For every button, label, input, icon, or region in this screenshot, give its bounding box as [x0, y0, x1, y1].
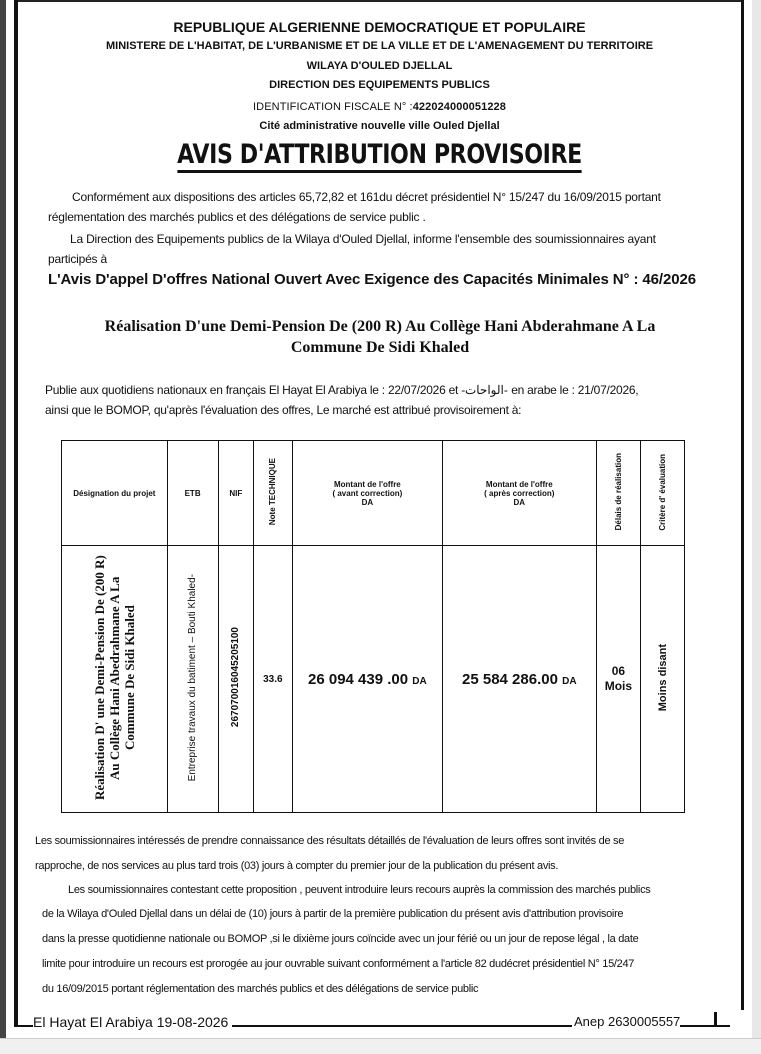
col-header-nif: NIF: [218, 441, 254, 546]
header-direction: DIRECTION DES EQUIPEMENTS PUBLICS: [269, 79, 490, 91]
cell-nif-text: 267070016045205100: [230, 627, 242, 728]
cell-note: 33.6: [254, 546, 293, 813]
cell-nif: [218, 546, 254, 813]
publication-line-2: ainsi que le BOMOP, qu'après l'évaluation des offres, Le marché est attribué provisoirement à:: [45, 403, 522, 417]
header-wilaya: WILAYA D'OULED DJELLAL: [306, 60, 453, 72]
col-header-delais-text: Délais de réalisation: [613, 453, 623, 531]
page-edge: [0, 0, 6, 1053]
col-header-montant-apres-text: Montant de l'offre ( après correction) DA: [484, 479, 555, 507]
page-title: [83, 139, 676, 170]
col-header-note: [254, 441, 293, 546]
col-header-etb: ETB: [167, 441, 218, 546]
fiscal-number: 422024000051228: [412, 101, 506, 113]
footer-line-3: Les soumissionnaires contestant cette proposition , peuvent introduire leurs recours auprès la commission des marchés publics: [68, 884, 651, 896]
page-title-text: AVIS D'ATTRIBUTION PROVISOIRE: [177, 139, 582, 173]
table-header-row: [62, 441, 685, 546]
frame-border-top: [14, 0, 744, 2]
table-row: [62, 546, 685, 813]
delais-number: 06: [611, 664, 626, 678]
montant-avant-value: 26 094 439 .00: [308, 670, 409, 688]
cell-montant-avant: [292, 546, 442, 813]
col-header-montant-apres: [443, 441, 596, 546]
header-republic: REPUBLIQUE ALGERIENNE DEMOCRATIQUE ET POPULAIRE: [173, 19, 586, 35]
attribution-table: [61, 440, 685, 813]
cell-critere: [641, 546, 685, 813]
cell-designation-text: Réalisation D' une Demi-Pension De (200 R) Au Collège Hani Abedrahmane A La Commune De Sidi Khaled: [91, 555, 137, 800]
footer-line-6: limite pour introduire un recours est prorogée au jour ouvrable suivant conformément a l'article 82 dudécret présidentiel N° 15/247: [42, 958, 635, 970]
fiscal-label: IDENTIFICATION FISCALE N° :: [253, 101, 413, 113]
cell-designation: [62, 546, 168, 813]
footer-line-7: du 16/09/2015 portant réglementation des marchés publics et des délégations de service public: [42, 983, 479, 995]
footer-line-5: dans la presse quotidienne nationale ou BOMOP ,si le dixième jours coïncide avec un jour férié ou un jour de repose légal , la date: [42, 933, 639, 945]
delais-unit: Mois: [604, 679, 633, 693]
project-title-line-2: Commune De Sidi Khaled: [290, 339, 470, 356]
montant-avant-currency: DA: [412, 675, 427, 687]
project-title-line-1: Réalisation D'une Demi-Pension De (200 R) Au Collège Hani Abderahmane A La: [104, 318, 656, 335]
anep-reference: Anep 2630005557: [574, 1014, 681, 1029]
intro-line-4: participés à: [48, 252, 107, 266]
header-address: Cité administrative nouvelle ville Ouled Djellal: [259, 120, 500, 132]
cell-etb: [167, 546, 218, 813]
corner-mark: [707, 1012, 717, 1027]
page-bottom-edge: [0, 1038, 761, 1054]
col-header-designation: Désignation du projet: [62, 441, 168, 546]
footer-line-4: de la Wilaya d'Ouled Djellal dans un délai de (10) jours à partir de la première publication du présent avis d'attribution provisoire: [42, 908, 624, 920]
avis-reference: L'Avis D'appel D'offres National Ouvert Avec Exigence des Capacités Minimales N° : 46/2026: [48, 271, 696, 288]
cell-montant-apres: [443, 546, 596, 813]
col-header-delais: [596, 441, 641, 546]
project-title: [40, 316, 720, 358]
intro-line-2: réglementation des marchés publics et des délégations de service public .: [48, 210, 426, 224]
frame-border-right: [741, 0, 744, 1010]
footer-line-1: Les soumissionnaires intéressés de prendre connaissance des résultats détaillés de l'évaluation de leurs offres sont invités de se: [35, 835, 625, 847]
frame-border-left: [14, 0, 18, 1025]
col-header-note-text: Note TECHNIQUE: [268, 458, 278, 526]
col-header-critere: [641, 441, 685, 546]
intro-line-1: Conformément aux dispositions des articles 65,72,82 et 161du décret présidentiel N° 15/247 du 16/09/2015 portant: [72, 190, 661, 204]
cell-delais: [596, 546, 641, 813]
header-fiscal-id: [18, 101, 741, 113]
header-ministry: MINISTERE DE L'HABITAT, DE L'URBANISME ET DE LA VILLE ET DE L'AMENAGEMENT DU TERRITOIRE: [105, 40, 654, 52]
newspaper-source: El Hayat El Arabiya 19-08-2026: [33, 1014, 232, 1030]
publication-line-1: Publie aux quotidiens nationaux en français El Hayat El Arabiya le : 22/07/2026 et -الواحات- en arabe le : 21/07/2026,: [45, 383, 639, 397]
col-header-montant-avant-text: Montant de l'offre ( avant correction) DA: [332, 479, 403, 507]
footer-line-2: rapproche, de nos services au plus tard trois (03) jours à compter du premier jour de la publication du présent avis.: [35, 860, 559, 872]
cell-etb-text: Entreprise travaux du batiment – Bouti Khaled-: [187, 573, 199, 782]
montant-apres-currency: DA: [562, 675, 577, 687]
intro-line-3: La Direction des Equipements publics de la Wilaya d'Ouled Djellal, informe l'ensemble des soumissionnaires ayant: [70, 232, 656, 246]
montant-apres-value: 25 584 286.00: [462, 670, 558, 688]
col-header-montant-avant: [292, 441, 442, 546]
col-header-critere-text: Critère d' évaluation: [658, 453, 668, 531]
cell-critere-text: Moins disant: [656, 643, 669, 712]
